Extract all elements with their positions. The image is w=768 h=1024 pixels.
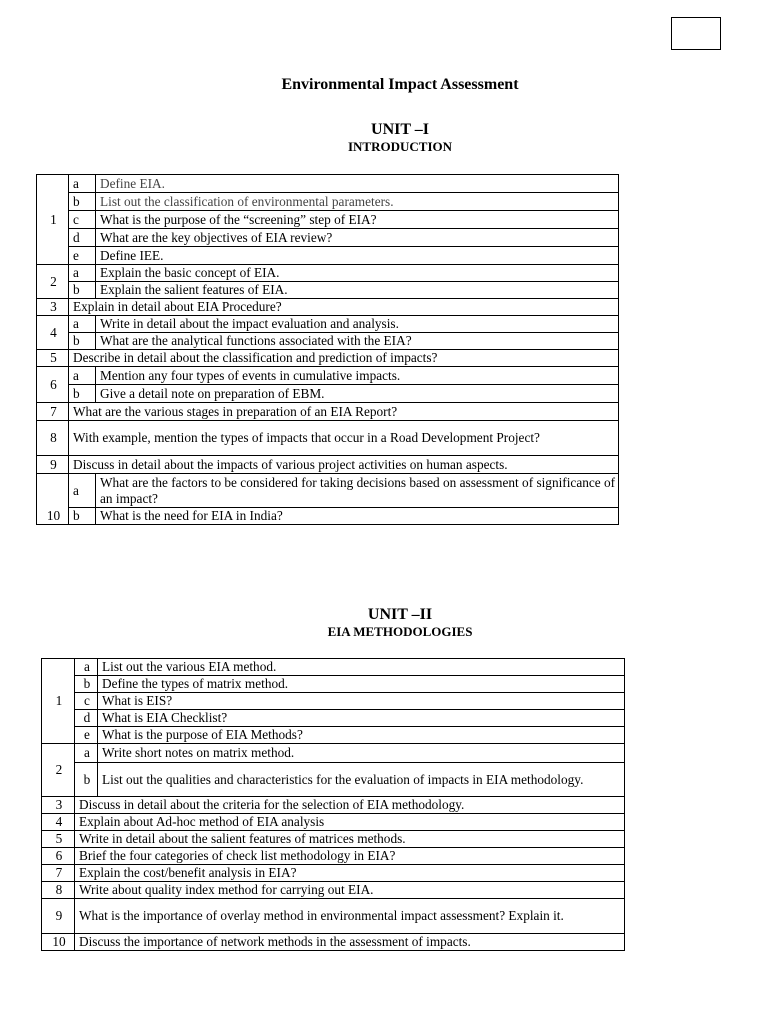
table-row [37, 193, 619, 211]
table-row [37, 211, 619, 229]
question-number: 2 [42, 744, 75, 797]
question-number: 7 [42, 865, 75, 882]
question-text: List out the qualities and characteristics for the evaluation of impacts in EIA methodology. [98, 763, 625, 797]
register-number-box [671, 17, 721, 50]
sub-label: a [69, 367, 96, 385]
question-number: 10 [37, 474, 69, 525]
table-row [42, 659, 625, 676]
sub-label: d [69, 229, 96, 247]
question-text: What is the importance of overlay method in environmental impact assessment? Explain it. [75, 899, 625, 934]
table-row [37, 333, 619, 350]
table-row [42, 693, 625, 710]
table-row [42, 882, 625, 899]
table-row [37, 265, 619, 282]
question-text: Explain the basic concept of EIA. [96, 265, 619, 282]
question-text: Discuss the importance of network methods in the assessment of impacts. [75, 934, 625, 951]
question-number: 2 [37, 265, 69, 299]
sub-label: b [75, 763, 98, 797]
unit-2-title: UNIT –II [367, 606, 433, 623]
question-number: 1 [37, 175, 69, 265]
table-row [37, 474, 619, 508]
table-row [37, 175, 619, 193]
sub-label: b [75, 676, 98, 693]
question-number: 3 [37, 299, 69, 316]
table-row [42, 727, 625, 744]
table-row [42, 710, 625, 727]
table-row [42, 797, 625, 814]
table-row [42, 831, 625, 848]
question-number: 6 [42, 848, 75, 865]
question-text: Give a detail note on preparation of EBM. [96, 385, 619, 403]
unit-1-question-table [36, 174, 619, 525]
sub-label: b [69, 333, 96, 350]
sub-label: a [69, 175, 96, 193]
table-row [37, 350, 619, 367]
question-text: What are the various stages in preparation of an EIA Report? [69, 403, 619, 421]
sub-label: b [69, 193, 96, 211]
table-row [42, 676, 625, 693]
question-text: Define IEE. [96, 247, 619, 265]
sub-label: b [69, 385, 96, 403]
question-number: 8 [37, 421, 69, 456]
question-number: 3 [42, 797, 75, 814]
table-row [37, 421, 619, 456]
table-row [37, 282, 619, 299]
question-text: Discuss in detail about the impacts of various project activities on human aspects. [69, 456, 619, 474]
table-row [37, 367, 619, 385]
question-number: 10 [42, 934, 75, 951]
question-text: What are the factors to be considered for taking decisions based on assessment of significance of an impact? [96, 474, 619, 508]
sub-label: a [69, 316, 96, 333]
sub-label: c [75, 693, 98, 710]
question-text: Explain the cost/benefit analysis in EIA? [75, 865, 625, 882]
question-text: Describe in detail about the classification and prediction of impacts? [69, 350, 619, 367]
sub-label: a [75, 659, 98, 676]
question-text: Define EIA. [96, 175, 619, 193]
question-text: Explain in detail about EIA Procedure? [69, 299, 619, 316]
question-text: What is the purpose of EIA Methods? [98, 727, 625, 744]
table-row [42, 934, 625, 951]
question-text: What is the purpose of the “screening” step of EIA? [96, 211, 619, 229]
question-text: List out the classification of environmental parameters. [96, 193, 619, 211]
unit-1-title: UNIT –I [371, 121, 429, 138]
question-text: Explain the salient features of EIA. [96, 282, 619, 299]
unit-1-heading [0, 121, 768, 155]
question-text: Define the types of matrix method. [98, 676, 625, 693]
question-text: What is EIA Checklist? [98, 710, 625, 727]
question-text: Write in detail about the impact evaluation and analysis. [96, 316, 619, 333]
table-row [42, 744, 625, 763]
table-row [37, 316, 619, 333]
question-text: Write short notes on matrix method. [98, 744, 625, 763]
unit-1-subtitle: INTRODUCTION [347, 139, 452, 154]
question-number: 5 [42, 831, 75, 848]
unit-2-heading [0, 606, 768, 640]
sub-label: e [69, 247, 96, 265]
table-row [42, 763, 625, 797]
table-row [42, 899, 625, 934]
question-text: What are the analytical functions associated with the EIA? [96, 333, 619, 350]
sub-label: e [75, 727, 98, 744]
sub-label: a [69, 265, 96, 282]
question-text: What is the need for EIA in India? [96, 508, 619, 525]
question-text: Write about quality index method for carrying out EIA. [75, 882, 625, 899]
question-text: Write in detail about the salient features of matrices methods. [75, 831, 625, 848]
table-row [42, 865, 625, 882]
table-row [37, 247, 619, 265]
table-row [42, 814, 625, 831]
question-text: What is EIS? [98, 693, 625, 710]
question-number: 1 [42, 659, 75, 744]
table-row [37, 299, 619, 316]
table-row [37, 508, 619, 525]
sub-label: a [69, 474, 96, 508]
table-row [37, 385, 619, 403]
question-text: Brief the four categories of check list methodology in EIA? [75, 848, 625, 865]
table-row [37, 403, 619, 421]
unit-2-question-table [41, 658, 625, 951]
question-number: 6 [37, 367, 69, 403]
document-title: Environmental Impact Assessment [281, 76, 519, 93]
question-number: 4 [42, 814, 75, 831]
question-text: Discuss in detail about the criteria for the selection of EIA methodology. [75, 797, 625, 814]
question-text: Explain about Ad-hoc method of EIA analysis [75, 814, 625, 831]
question-number: 9 [37, 456, 69, 474]
question-text: List out the various EIA method. [98, 659, 625, 676]
question-number: 5 [37, 350, 69, 367]
question-number: 7 [37, 403, 69, 421]
question-number: 9 [42, 899, 75, 934]
table-row [42, 848, 625, 865]
sub-label: b [69, 508, 96, 525]
unit-2-subtitle: EIA METHODOLOGIES [327, 624, 473, 639]
sub-label: d [75, 710, 98, 727]
question-text: With example, mention the types of impacts that occur in a Road Development Project? [69, 421, 619, 456]
sub-label: a [75, 744, 98, 763]
sub-label: b [69, 282, 96, 299]
question-number: 8 [42, 882, 75, 899]
table-row [37, 456, 619, 474]
sub-label: c [69, 211, 96, 229]
question-text: What are the key objectives of EIA review? [96, 229, 619, 247]
question-number: 4 [37, 316, 69, 350]
table-row [37, 229, 619, 247]
question-text: Mention any four types of events in cumulative impacts. [96, 367, 619, 385]
